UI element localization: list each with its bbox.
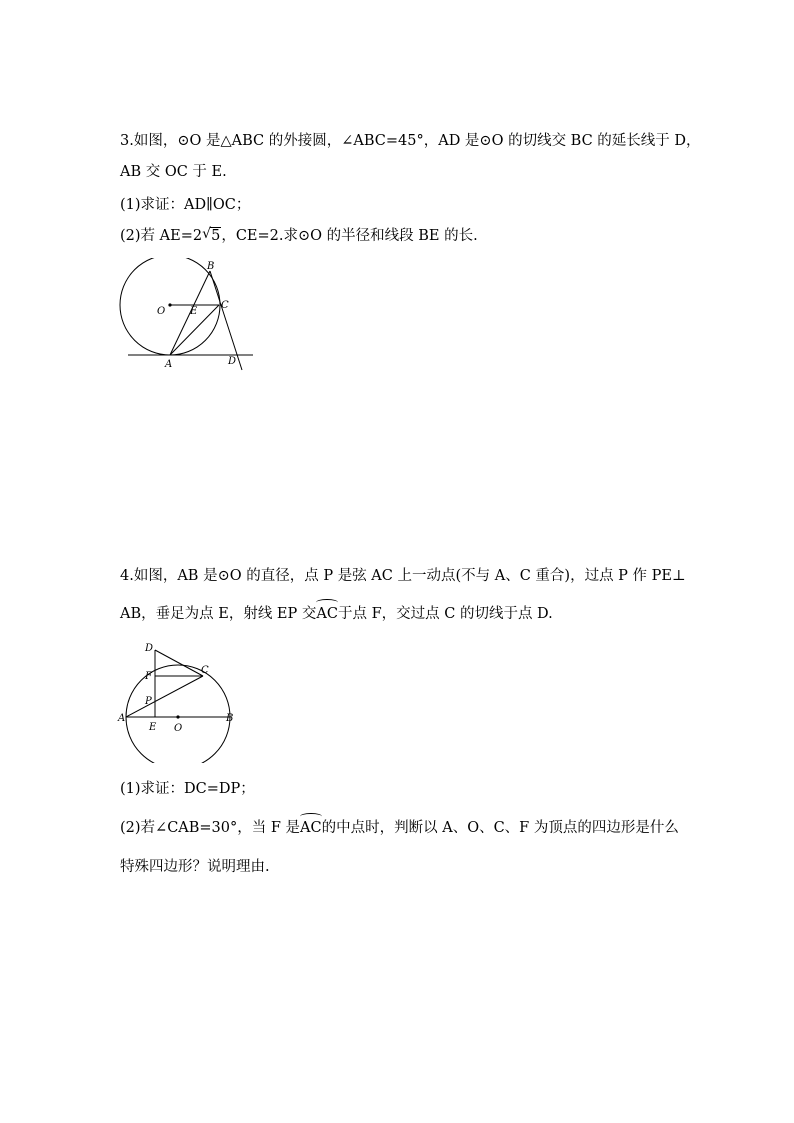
- q4-label-f: F: [145, 671, 152, 682]
- q3-line2: AB 交 OC 于 E.: [120, 164, 227, 180]
- q4-label-p: P: [145, 696, 152, 707]
- q4-line1: 4.如图，AB 是⊙O 的直径，点 P 是弦 AC 上一动点(不与 A、C 重合)，过点 P 作 PE⊥: [120, 568, 686, 584]
- q4-tangent-dc: [155, 650, 203, 676]
- q3-label-e: E: [190, 306, 198, 317]
- q4-label-d: D: [145, 643, 154, 654]
- arc-notation: [316, 604, 338, 624]
- q4-part2-line2: 特殊四边形？说明理由.: [120, 859, 270, 875]
- sqrt-expression: [202, 226, 221, 246]
- q4-line2-b: 于点 F，交过点 C 的切线于点 D.: [337, 606, 553, 622]
- sqrt-symbol: √: [202, 226, 212, 242]
- q3-part2-a: (2)若 AE=2: [120, 228, 203, 244]
- q3-label-o: O: [157, 306, 166, 317]
- q3-part1: (1)求证：AD∥OC；: [120, 197, 251, 213]
- q4-part2: [120, 818, 679, 838]
- q3-label-d: D: [228, 356, 237, 367]
- q4-circle: [126, 665, 230, 763]
- q3-label-b: B: [207, 261, 215, 272]
- q4-label-b: B: [226, 713, 234, 724]
- q3-figure: [110, 258, 270, 373]
- q3-part2: [120, 226, 478, 246]
- q4-chord-ac: [126, 676, 203, 717]
- q4-part1: (1)求证：DC=DP；: [120, 781, 255, 797]
- q3-part2-b: ，CE=2.求⊙O 的半径和线段 BE 的长.: [221, 228, 478, 244]
- q3-line1: 3.如图，⊙O 是△ABC 的外接圆，∠ABC=45°，AD 是⊙O 的切线交 BC 的延长线于 D，: [120, 133, 701, 149]
- arc-symbol: [300, 813, 322, 820]
- q4-part2-b: 的中点时，判断以 A、O、C、F 为顶点的四边形是什么: [321, 820, 679, 836]
- q4-label-e: E: [149, 722, 157, 733]
- q4-line2: [120, 604, 553, 624]
- q4-label-o: O: [174, 723, 183, 734]
- q3-label-a: A: [165, 359, 173, 370]
- q3-label-c: C: [221, 300, 229, 311]
- arc-text: AC: [316, 606, 338, 622]
- q4-line2-a: AB，垂足为点 E，射线 EP 交: [120, 606, 317, 622]
- q4-label-a: A: [118, 713, 126, 724]
- q4-center-dot: [176, 715, 179, 718]
- arc-symbol: [316, 599, 338, 606]
- q4-label-c: C: [201, 665, 209, 676]
- q4-part2-a: (2)若∠CAB=30°，当 F 是: [120, 820, 301, 836]
- q3-center-dot: [168, 303, 171, 306]
- arc-text: AC: [300, 820, 322, 836]
- arc-notation: [300, 818, 322, 838]
- sqrt-radicand: 5: [211, 228, 221, 244]
- q4-figure: [115, 638, 245, 763]
